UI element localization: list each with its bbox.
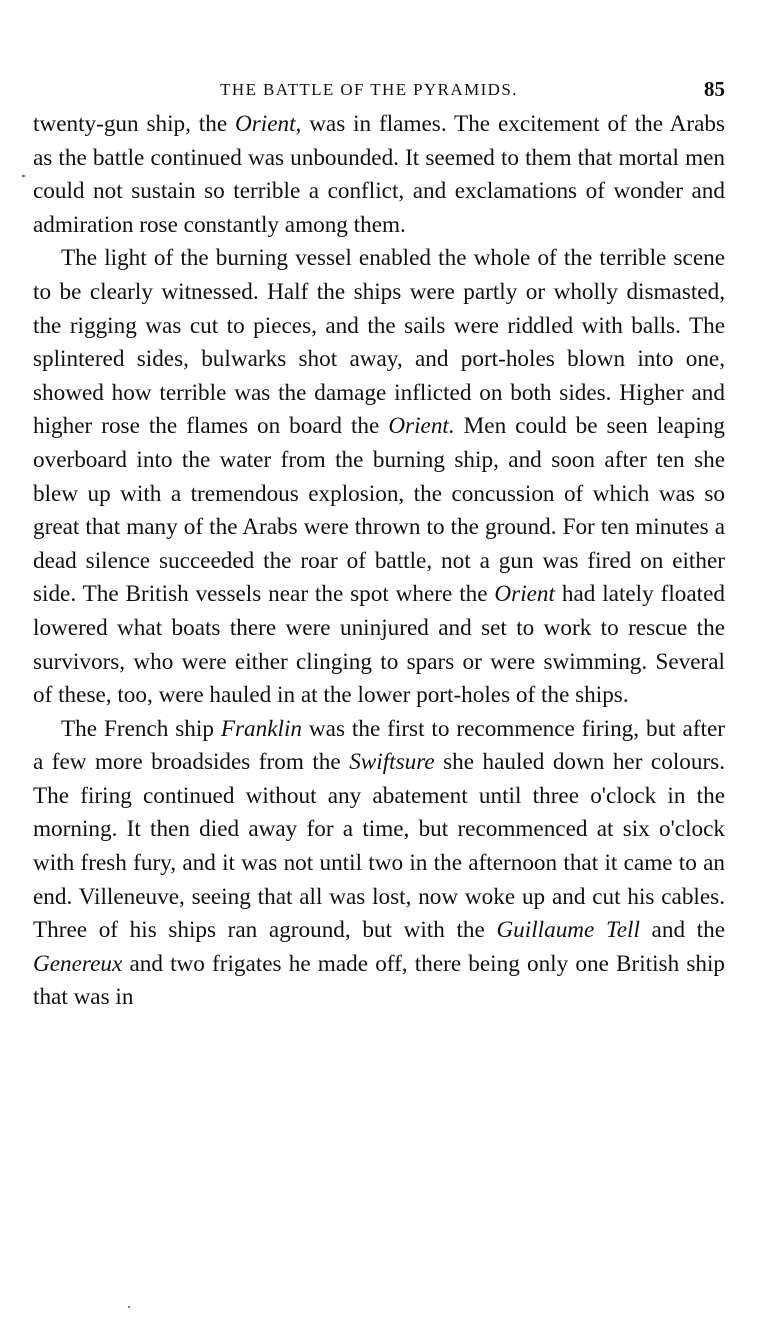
- ship-name-orient: Orient: [494, 581, 555, 608]
- ship-name-franklin: Franklin: [220, 715, 303, 742]
- ship-name-genereux: Genereux: [33, 950, 123, 977]
- p3-text-1: The French ship: [61, 715, 221, 742]
- p2-text-3: had lately floated lowered what boats there were uninjured and set to work to rescue the survivors, who were either clinging to spars or were swimming. Several of these, too, were hauled in at the lower port-holes of the ships.: [33, 581, 725, 709]
- paragraph-2: [33, 242, 725, 712]
- p3-text-2: was the first to recommence firing, but after a few more broadsides from the: [33, 715, 725, 776]
- book-page: [33, 74, 725, 1015]
- paragraph-3: [33, 713, 725, 1015]
- running-title: THE BATTLE OF THE PYRAMIDS.: [220, 80, 518, 99]
- ship-name-orient: Orient,: [234, 111, 302, 137]
- p1-text-2: was in flames. The excitement of the Arabs as the battle continued was unbounded. It seemed to them that mortal men could not sustain so terrible a conflict, and exclamations of wonder and admiration rose constantly among them.: [33, 111, 726, 238]
- ship-name-swiftsure: Swiftsure: [349, 749, 435, 776]
- ship-name-orient: Orient.: [388, 413, 455, 440]
- p2-text-1: The light of the burning vessel enabled the whole of the terrible scene to be clearly witnessed. Half the ships were partly or wholly dismasted, the rigging was cut to pieces, and the sails were riddled with balls. The splintered sides, bulwarks shot away, and port-holes blown into one, showed how terrible was the damage inflicted on both sides. Higher and higher rose the flames on board the: [33, 245, 725, 440]
- p3-text-3: she hauled down her colours. The firing continued without any abatement until three o'clock in the morning. It then died away for a time, but recommenced at six o'clock with fresh fury, and it was not until two in the afternoon that it came to an end. Villeneuve, seeing that all was lost, now woke up and cut his cables. Three of his ships ran aground, but with the: [33, 749, 725, 944]
- print-speck: [128, 1306, 130, 1308]
- p3-text-4: and the: [639, 917, 726, 944]
- page-number: 85: [704, 77, 725, 101]
- p2-text-2: Men could be seen leaping overboard into the water from the burning ship, and soon after ten she blew up with a tremendous explosion, the concussion of which was so great that many of the Arabs were thrown to the ground. For ten minutes a dead silence succeeded the roar of battle, not a gun was fired on either side. The British vessels near the spot where the: [33, 413, 726, 608]
- p1-text-1: twenty-gun ship, the: [33, 111, 235, 137]
- running-header: [33, 74, 725, 108]
- print-speck: [22, 175, 25, 177]
- body-text: [33, 108, 725, 1015]
- paragraph-1: [33, 108, 725, 242]
- ship-name-guillaume-tell: Guillaume Tell: [496, 917, 640, 944]
- p3-text-5: and two frigates he made off, there being only one British ship that was in: [33, 950, 725, 1011]
